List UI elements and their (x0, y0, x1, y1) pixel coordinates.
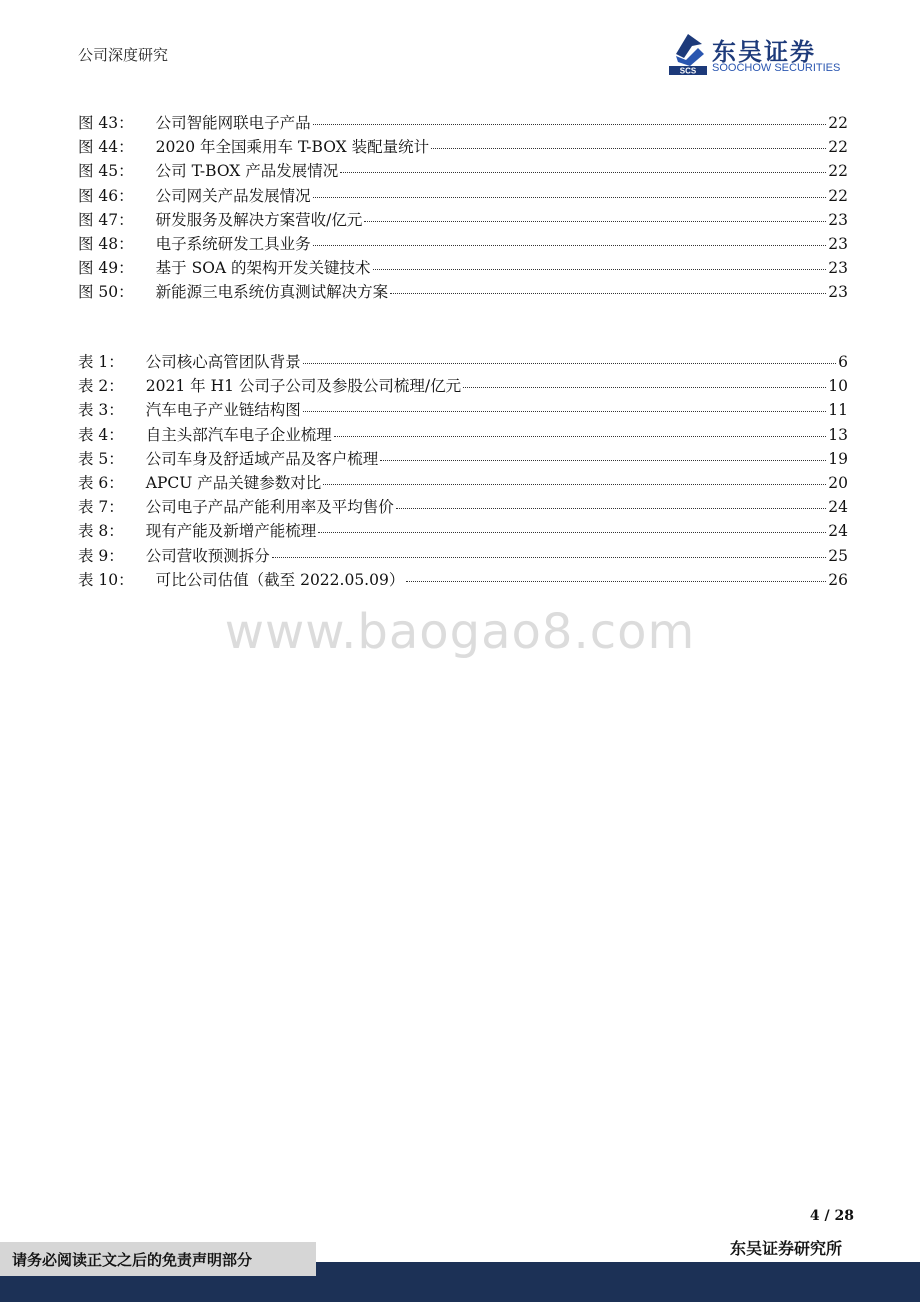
toc-label: 图 47： (78, 210, 134, 229)
toc-leader-dots (364, 221, 826, 222)
toc-title[interactable]: 公司营收预测拆分 (145, 546, 270, 565)
toc-page[interactable]: 22 (828, 186, 848, 205)
toc-leader-dots (313, 245, 827, 246)
table-list (78, 350, 848, 592)
toc-row[interactable] (78, 184, 848, 208)
toc-title[interactable]: 2021 年 H1 公司子公司及参股公司梳理/亿元 (145, 377, 462, 396)
toc-title[interactable]: APCU 产品关键参数对比 (145, 473, 322, 492)
toc-label: 表 8： (78, 522, 124, 541)
toc-title[interactable]: 公司核心高管团队背景 (145, 353, 301, 371)
toc-leader-dots (334, 436, 826, 437)
toc-label: 表 9： (78, 546, 124, 565)
logo-name-en: SOOCHOW SECURITIES (712, 62, 841, 74)
toc-leader-dots (323, 484, 826, 485)
toc-row[interactable] (78, 519, 848, 543)
toc-row[interactable] (78, 135, 848, 159)
toc-label: 表 1： (78, 353, 124, 371)
toc-page[interactable]: 19 (828, 449, 848, 468)
toc-row[interactable] (78, 256, 848, 280)
toc-title[interactable]: 2020 年全国乘用车 T-BOX 装配量统计 (155, 138, 430, 157)
toc-label: 表 6： (78, 473, 124, 492)
toc-title[interactable]: 公司网关产品发展情况 (155, 186, 311, 205)
toc-row[interactable] (78, 111, 848, 135)
toc-label: 表 5： (78, 449, 124, 468)
toc-row[interactable] (78, 471, 848, 495)
toc-leader-dots (431, 148, 826, 149)
toc-page[interactable]: 22 (828, 138, 848, 157)
logo-name-cn: 东吴证券 (712, 38, 816, 66)
toc-row[interactable] (78, 568, 848, 592)
toc-page[interactable]: 20 (828, 473, 848, 492)
toc-page[interactable]: 22 (828, 114, 848, 132)
toc-page[interactable]: 6 (838, 353, 848, 371)
toc-title[interactable]: 公司智能网联电子产品 (155, 114, 311, 132)
toc-label: 表 2： (78, 377, 124, 396)
toc-page[interactable]: 24 (828, 498, 848, 517)
toc-leader-dots (406, 581, 826, 582)
toc-page[interactable]: 23 (828, 210, 848, 229)
logo-mark-icon (668, 32, 708, 76)
toc-label: 表 7： (78, 498, 124, 517)
toc-leader-dots (340, 172, 826, 173)
toc-leader-dots (380, 460, 826, 461)
toc-leader-dots (463, 387, 826, 388)
toc-label: 图 44： (78, 138, 134, 157)
toc-page[interactable]: 26 (828, 570, 848, 589)
toc-label: 表 10： (78, 570, 134, 589)
toc-title[interactable]: 可比公司估值（截至 2022.05.09） (155, 570, 405, 589)
page-number: 4 / 28 (809, 1208, 854, 1224)
toc-label: 图 46： (78, 186, 134, 205)
toc-title[interactable]: 电子系统研发工具业务 (155, 234, 311, 253)
toc-title[interactable]: 公司电子产品产能利用率及平均售价 (145, 498, 394, 517)
toc-row[interactable] (78, 350, 848, 374)
toc-label: 图 48： (78, 234, 134, 253)
toc-page[interactable]: 23 (828, 283, 848, 302)
toc-row[interactable] (78, 374, 848, 398)
toc-page[interactable]: 23 (828, 259, 848, 278)
watermark: www.baogao8.com (224, 604, 696, 660)
toc-title[interactable]: 汽车电子产业链结构图 (145, 401, 301, 420)
toc-page[interactable]: 25 (828, 546, 848, 565)
toc-leader-dots (396, 508, 826, 509)
brand-logo (668, 30, 858, 78)
toc-row[interactable] (78, 208, 848, 232)
toc-label: 表 3： (78, 401, 124, 420)
toc-page[interactable]: 13 (828, 425, 848, 444)
toc-title[interactable]: 公司车身及舒适域产品及客户梳理 (145, 449, 379, 468)
toc-leader-dots (313, 197, 827, 198)
toc-row[interactable] (78, 423, 848, 447)
toc-page[interactable]: 10 (828, 377, 848, 396)
toc-label: 图 43： (78, 114, 134, 132)
toc-page[interactable]: 22 (828, 162, 848, 181)
logo-mark-text: SCS (679, 66, 697, 76)
toc-leader-dots (303, 363, 836, 364)
toc-leader-dots (303, 411, 826, 412)
footer-institute: 东吴证券研究所 (729, 1239, 842, 1258)
toc-leader-dots (390, 293, 826, 294)
toc-leader-dots (373, 269, 827, 270)
toc-label: 图 50： (78, 283, 134, 302)
footer-disclaimer: 请务必阅读正文之后的免责声明部分 (12, 1251, 253, 1269)
toc-row[interactable] (78, 495, 848, 519)
toc-title[interactable]: 自主头部汽车电子企业梳理 (145, 425, 332, 444)
toc-page[interactable]: 11 (828, 401, 848, 420)
toc-leader-dots (272, 557, 826, 558)
toc-page[interactable]: 23 (828, 234, 848, 253)
toc-label: 图 49： (78, 259, 134, 278)
toc-row[interactable] (78, 232, 848, 256)
toc-title[interactable]: 现有产能及新增产能梳理 (145, 522, 317, 541)
figure-list (78, 111, 848, 305)
toc-row[interactable] (78, 280, 848, 304)
toc-row[interactable] (78, 447, 848, 471)
toc-row[interactable] (78, 398, 848, 422)
toc-title[interactable]: 公司 T-BOX 产品发展情况 (155, 162, 339, 181)
toc-row[interactable] (78, 544, 848, 568)
header-doc-type: 公司深度研究 (78, 46, 169, 64)
toc-label: 表 4： (78, 425, 124, 444)
toc-page[interactable]: 24 (828, 522, 848, 541)
toc-title[interactable]: 新能源三电系统仿真测试解决方案 (155, 283, 389, 302)
toc-label: 图 45： (78, 162, 134, 181)
toc-row[interactable] (78, 159, 848, 183)
toc-title[interactable]: 研发服务及解决方案营收/亿元 (155, 210, 363, 229)
toc-leader-dots (313, 124, 827, 125)
toc-leader-dots (318, 532, 826, 533)
toc-title[interactable]: 基于 SOA 的架构开发关键技术 (155, 259, 371, 278)
